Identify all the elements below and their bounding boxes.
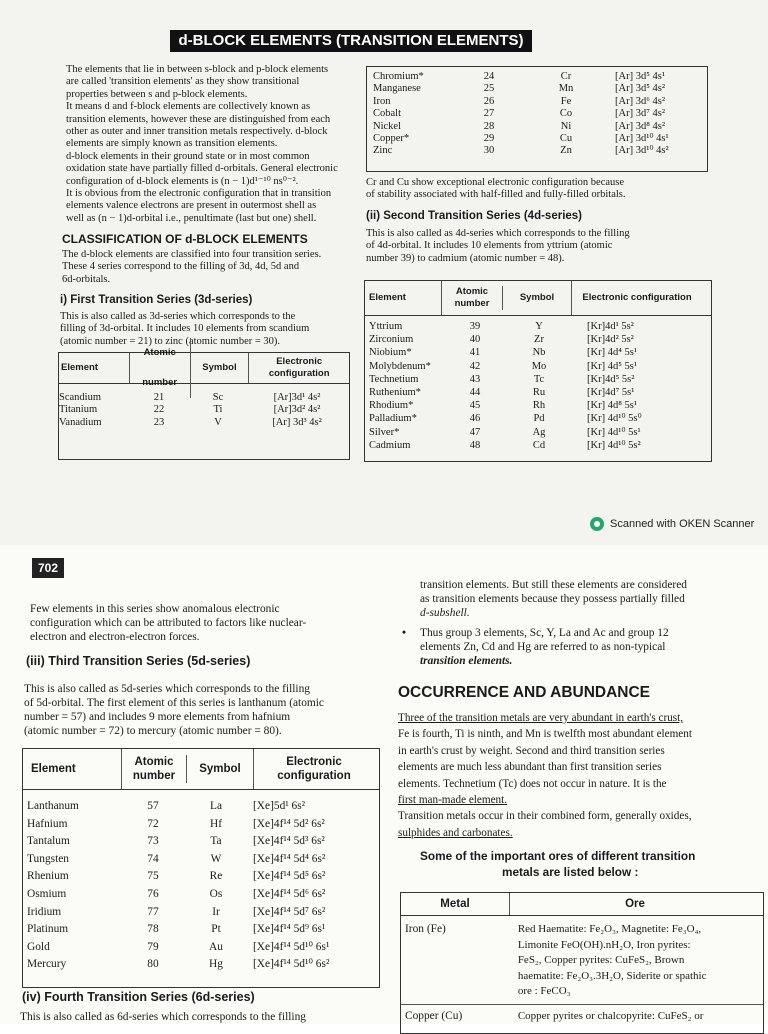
occurrence-heading: OCCURRENCE AND ABUNDANCE — [398, 684, 651, 701]
first-series-continued-table — [366, 66, 708, 172]
cell-config: [Xe]4f¹⁴ 5d¹⁰ 6s¹ — [253, 940, 330, 953]
header-cell: Metal — [401, 893, 510, 915]
cell-symbol: Rh — [532, 400, 546, 412]
text-line: metals are listed below : — [502, 865, 639, 879]
text-line: are called 'transition elements' as they show transitional — [66, 76, 300, 88]
text-line: haematite: Fe₂O₃.3H₂O, Siderite or spathic — [517, 969, 707, 982]
cell-element: Mercury — [27, 958, 67, 971]
cell-number: 73 — [147, 835, 159, 848]
text-line: Transition metals occur in their combined form, generally oxides, — [398, 810, 692, 823]
first-series-text — [60, 311, 352, 348]
table-body — [59, 384, 349, 429]
table-body — [367, 67, 707, 158]
right-continuation — [420, 578, 750, 620]
cell-element: Rhenium — [27, 870, 69, 883]
anomalous-paragraph — [30, 602, 386, 644]
text-line: oxidation state have partially filled d-orbitals. General electronic — [66, 163, 338, 175]
text-line: of 4d-orbital. It includes 10 elements from yttrium (atomic — [366, 240, 613, 252]
cell-symbol: Tc — [533, 373, 545, 385]
cell-config: [Ar] 3d⁵ 4s¹ — [615, 71, 665, 82]
cell-symbol: Cd — [532, 439, 546, 451]
cell-number: 41 — [469, 347, 481, 359]
text-line: These 4 series correspond to the filling of 3d, 4d, 5d and — [62, 261, 300, 273]
cell-number: 39 — [469, 321, 481, 332]
table-row — [23, 833, 379, 851]
text-line: properties between s and p-block elements. — [66, 88, 248, 100]
cell-element: Platinum — [27, 923, 69, 936]
third-series-text — [24, 682, 390, 738]
text-line: configuration which can be attributed to factors like nuclear- — [30, 617, 307, 629]
cell-config: [Xe]4f¹⁴ 5d⁴ 6s² — [253, 852, 326, 865]
cell-number: 47 — [469, 426, 481, 438]
cell-number: 45 — [469, 400, 481, 412]
table-row — [367, 96, 707, 108]
table-row — [365, 320, 711, 333]
cell-symbol: Hf — [209, 817, 223, 830]
cell-config: [Xe]4f¹⁴ 5d⁷ 6s² — [253, 905, 326, 918]
cell-number: 25 — [483, 83, 495, 95]
cell-config: [Ar] 3d⁵ 4s² — [615, 83, 665, 95]
cell-element: Gold — [27, 940, 50, 953]
bullet-text — [420, 626, 669, 668]
cell-config: [Kr]4d¹ 5s² — [587, 321, 634, 332]
cell-element: Ruthenium* — [369, 387, 421, 399]
text-line: This is also called as 5d-series which corresponds to the filling — [24, 683, 310, 695]
text-line: 6d-orbitals. — [62, 273, 111, 285]
bullet-icon: • — [402, 627, 406, 639]
classification-heading: CLASSIFICATION OF d-BLOCK ELEMENTS — [62, 232, 308, 246]
cell-config: [Ar]3d¹ 4s² — [273, 392, 321, 403]
cell-metal: Copper (Cu) — [405, 1009, 463, 1022]
fourth-series-text: This is also called as 6d-series which corresponds to the filling — [20, 1011, 306, 1023]
text-line: (atomic number = 72) to mercury (atomic number = 80). — [24, 725, 282, 737]
text-line: Limonite FeO(OH).nH₂O, Iron pyrites: — [517, 938, 691, 951]
cell-config: [Kr] 4d¹⁰ 5s⁰ — [587, 413, 642, 425]
cell-number: 24 — [483, 71, 495, 82]
cell-element: Molybdenum* — [369, 360, 431, 372]
cell-symbol: Cr — [560, 71, 572, 82]
cell-config: [Kr]4d⁷ 5s¹ — [587, 387, 635, 399]
cell-number: 44 — [469, 387, 481, 399]
text-line: elements. Technetium (Tc) does not occur in nature. It is the — [398, 777, 667, 790]
header-cell: Atomic number — [130, 338, 191, 398]
text-line: elements valence electrons are present in outermost shell as — [66, 200, 317, 212]
cell-config: [Kr] 4d⁵ 5s¹ — [587, 360, 637, 372]
cell-number: 28 — [483, 120, 495, 132]
cell-element: Yttrium — [369, 321, 403, 332]
table-row — [365, 399, 711, 412]
cell-element: Palladium* — [369, 413, 417, 425]
text-line: The elements that lie in between s-block and p-block elements — [66, 64, 329, 75]
cell-number: 74 — [147, 852, 159, 865]
cell-element: Hafnium — [27, 817, 68, 830]
cell-element: Vanadium — [59, 416, 102, 428]
cell-number: 26 — [483, 95, 495, 107]
cell-number: 21 — [153, 392, 165, 403]
cell-symbol: Mn — [558, 83, 574, 95]
table-row — [365, 360, 711, 373]
table-row — [23, 816, 379, 834]
table-row — [365, 346, 711, 359]
header-cell: Symbol — [191, 353, 250, 383]
text-line: first man-made element. — [398, 794, 508, 807]
cell-config: [Kr] 4d¹⁰ 5s² — [587, 439, 641, 451]
table-row — [367, 71, 707, 83]
cell-element: Iridium — [27, 905, 62, 918]
cell-ore — [508, 1009, 763, 1023]
classification-text — [62, 249, 352, 286]
cell-config: [Kr] 4d¹⁰ 5s¹ — [587, 426, 641, 438]
first-series-table — [58, 347, 350, 460]
cell-config: [Xe]4f¹⁴ 5d⁹ 6s¹ — [253, 923, 326, 936]
table-header — [365, 281, 711, 316]
header-cell: Symbol — [503, 281, 572, 315]
cell-number: 80 — [147, 958, 159, 971]
cell-symbol: Ru — [532, 387, 546, 399]
cell-element: Tungsten — [27, 852, 69, 865]
cell-element: Manganese — [373, 83, 421, 95]
cell-symbol: W — [210, 852, 222, 865]
table-row — [367, 83, 707, 95]
table-header — [23, 749, 379, 790]
text-line: elements are much less abundant than first transition series — [398, 761, 662, 774]
cell-number: 79 — [147, 940, 159, 953]
header-cell: Element — [23, 749, 122, 789]
cell-config: [Ar] 3d⁶ 4s² — [615, 95, 665, 107]
cell-config: [Xe]4f¹⁴ 5d² 6s² — [253, 817, 325, 830]
text-line: elements Zn, Cd and Hg are referred to as non-typical — [420, 641, 666, 653]
cell-number: 43 — [469, 373, 481, 385]
table-row — [367, 145, 707, 157]
table-row — [367, 121, 707, 133]
header-cell: Element — [365, 281, 442, 315]
text-line: of stability associated with half-filled and fully-filled orbitals. — [366, 189, 626, 201]
text-line: Copper pyrites or chalcopyrite: CuFeS₂ or — [517, 1009, 704, 1022]
cell-element: Osmium — [27, 887, 67, 900]
header-cell: Electronic configuration — [582, 292, 692, 303]
fourth-series-heading: (iv) Fourth Transition Series (6d-series) — [22, 990, 255, 1004]
cell-config: [Xe]4f¹⁴ 5d⁶ 6s² — [253, 887, 326, 900]
cell-config: [Kr]4d⁵ 5s² — [587, 373, 635, 385]
occurrence-text — [398, 710, 760, 841]
header-cell: Electronic configuration — [268, 356, 330, 379]
text-line: This is also called as 3d-series which corresponds to the — [60, 311, 296, 322]
table-body — [23, 790, 379, 974]
text-line: transition elements. But still these elements are considered — [420, 579, 687, 591]
header-cell: Ore — [625, 898, 645, 910]
cell-element: Titanium — [59, 404, 98, 416]
text-line: configuration of d-block elements is (n − 1)d¹⁻¹⁰ ns⁰⁻². — [66, 175, 299, 187]
cell-number: 40 — [469, 334, 481, 346]
table-row — [365, 373, 711, 386]
table-row — [367, 133, 707, 145]
cell-config: [Xe]4f¹⁴ 5d¹⁰ 6s² — [253, 958, 330, 971]
text-line: number = 57) and includes 9 more elements from hafnium — [24, 711, 291, 723]
header-cell: Electronic configuration — [277, 756, 351, 782]
table-row — [23, 956, 379, 974]
cell-element: Cobalt — [373, 108, 401, 120]
text-line: Three of the transition metals are very abundant in earth's crust, — [398, 712, 684, 724]
cell-symbol: Re — [209, 870, 223, 883]
page-number: 702 — [32, 558, 64, 578]
text-line: Fe is fourth, Ti is ninth, and Mn is twelfth most abundant element — [398, 728, 692, 741]
cell-symbol: Ni — [560, 120, 572, 132]
cell-config: [Ar] 3d¹⁰ 4s² — [615, 145, 669, 157]
cell-symbol: Y — [535, 321, 543, 332]
cell-symbol: Pt — [211, 923, 221, 936]
text-line: Some of the important ores of different transition — [420, 849, 696, 863]
table-row — [59, 417, 349, 429]
page-title: d-BLOCK ELEMENTS (TRANSITION ELEMENTS) — [170, 30, 532, 52]
cell-number: 23 — [153, 416, 165, 428]
cell-number: 78 — [147, 923, 159, 936]
header-cell: Element — [59, 353, 130, 383]
cell-config: [Ar] 3d⁷ 4s² — [615, 108, 665, 120]
cell-symbol: Cu — [559, 133, 573, 145]
third-series-heading: (iii) Third Transition Series (5d-series) — [26, 654, 251, 668]
text-line: well as (n − 1)d-orbital i.e., penultimate (last but one) shell. — [66, 212, 317, 224]
cell-symbol: Hg — [209, 958, 223, 971]
cell-symbol: Os — [209, 887, 223, 900]
table-row — [365, 412, 711, 425]
table-row — [365, 333, 711, 346]
cell-number: 42 — [469, 360, 481, 372]
text-line: FeS₂, Copper pyrites: CuFeS₂, Brown — [517, 954, 685, 967]
text-line: Cr and Cu show exceptional electronic configuration because — [366, 177, 625, 188]
text-line: It means d and f-block elements are collectively known as — [66, 101, 311, 113]
cell-symbol: Zr — [534, 334, 544, 346]
text-line: (atomic number = 21) to zinc (atomic number = 30). — [60, 335, 281, 347]
text-line: transition elements. — [420, 655, 513, 667]
table-row — [365, 439, 711, 452]
cell-element: Iron — [373, 95, 391, 107]
cell-config: [Kr] 4d⁴ 5s¹ — [587, 347, 637, 359]
cell-symbol: Ag — [532, 426, 546, 438]
cell-number: 22 — [153, 404, 165, 416]
cell-symbol: Pd — [533, 413, 545, 425]
cell-config: [Ar] 3d⁸ 4s² — [615, 120, 665, 132]
table-row — [23, 939, 379, 957]
header-cell: Symbol — [187, 749, 254, 789]
cell-ore — [508, 922, 763, 1000]
text-line: in earth's crust by weight. Second and third transition series — [398, 744, 665, 757]
text-line: Few elements in this series show anomalous electronic — [30, 603, 280, 615]
cell-element: Tantalum — [27, 835, 70, 848]
text-line: It is obvious from the electronic configuration that in transition — [66, 188, 332, 200]
table-row — [59, 392, 349, 404]
cell-config: [Kr] 4d⁸ 5s¹ — [587, 400, 637, 412]
table-row — [401, 1005, 763, 1023]
text-line: electron and electron-electron forces. — [30, 631, 200, 643]
text-line: This is also called as 4d-series which corresponds to the filling — [366, 228, 630, 239]
table-row — [401, 916, 763, 1005]
cr-cu-note — [366, 177, 716, 202]
ores-table — [400, 892, 764, 1034]
cell-symbol: Ti — [213, 404, 223, 416]
cell-element: Nickel — [373, 120, 401, 132]
table-row — [367, 108, 707, 120]
cell-number: 29 — [483, 133, 495, 145]
bullet-list — [402, 626, 752, 668]
cell-config: [Ar]3d² 4s² — [273, 404, 321, 416]
table-row — [23, 851, 379, 869]
cell-number: 27 — [483, 108, 495, 120]
scanner-logo-icon — [590, 517, 604, 531]
cell-element: Silver* — [369, 426, 400, 438]
cell-symbol: La — [209, 800, 222, 812]
table-header — [401, 893, 763, 916]
text-line: Red Haematite: Fe₂O₃, Magnetite: Fe₃O₄, — [517, 923, 702, 935]
table-row — [23, 886, 379, 904]
cell-metal: Iron (Fe) — [405, 923, 446, 935]
cell-element: Lanthanum — [27, 800, 79, 812]
cell-element: Zinc — [373, 145, 393, 157]
table-row — [23, 798, 379, 816]
table-row — [23, 921, 379, 939]
cell-element: Technetium — [369, 373, 419, 385]
text-line: d-subshell. — [420, 607, 470, 619]
table-row — [365, 386, 711, 399]
cell-symbol: Sc — [212, 392, 224, 403]
cell-symbol: Au — [209, 940, 223, 953]
cell-element: Rhodium* — [369, 400, 414, 412]
text-line: elements are simply known as transition elements. — [66, 138, 278, 150]
text-line: d-block elements in their ground state or in most common — [66, 150, 310, 162]
scanner-label: Scanned with OKEN Scanner — [610, 518, 755, 530]
header-cell: Atomic number — [442, 286, 503, 310]
text-line: Thus group 3 elements, Sc, Y, La and Ac and group 12 — [420, 627, 669, 639]
cell-config: [Xe]5d¹ 6s² — [253, 800, 306, 812]
scanner-watermark — [590, 517, 754, 531]
table-header — [59, 347, 349, 388]
second-series-heading: (ii) Second Transition Series (4d-series) — [366, 210, 583, 222]
cell-number: 30 — [483, 145, 495, 157]
cell-symbol: Co — [559, 108, 573, 120]
cell-element: Chromium* — [373, 71, 424, 82]
text-line: number 39) to cadmium (atomic number = 48). — [366, 252, 565, 264]
cell-symbol: Zn — [560, 145, 572, 157]
cell-number: 48 — [469, 439, 481, 451]
cell-symbol: Ir — [212, 905, 220, 918]
text-line: of 5d-orbital. The first element of this series is lanthanum (atomic — [24, 697, 324, 709]
ores-intro — [420, 848, 750, 880]
cell-number: 75 — [147, 870, 159, 883]
second-series-table — [364, 280, 712, 462]
cell-element: Scandium — [59, 392, 101, 403]
table-row — [59, 404, 349, 416]
cell-number: 76 — [147, 887, 159, 900]
text-line: transition elements, however these are distinguished from each — [66, 113, 331, 125]
text-line: other as outer and inner transition metals respectively. d-block — [66, 126, 328, 138]
cell-symbol: V — [214, 416, 222, 428]
cell-config: [Ar] 3d¹⁰ 4s¹ — [615, 133, 669, 145]
cell-element: Niobium* — [369, 347, 412, 359]
text-line: filling of 3d-orbital. It includes 10 elements from scandium — [60, 323, 310, 335]
cell-element: Copper* — [373, 133, 410, 145]
header-cell: Atomic number — [122, 755, 187, 783]
first-series-heading: i) First Transition Series (3d-series) — [60, 294, 253, 306]
cell-element: Cadmium — [369, 439, 411, 451]
cell-element: Zirconium — [369, 334, 414, 346]
table-body — [365, 316, 711, 452]
text-line: The d-block elements are classified into four transition series. — [62, 249, 322, 260]
table-row — [23, 904, 379, 922]
text-line: sulphides and carbonates. — [398, 826, 513, 839]
cell-symbol: Mo — [531, 360, 547, 372]
text-line: as transition elements because they possess partially filled — [420, 593, 685, 605]
cell-number: 57 — [147, 800, 159, 812]
cell-symbol: Ta — [210, 835, 222, 848]
cell-number: 46 — [469, 413, 481, 425]
third-series-table — [22, 748, 380, 988]
cell-number: 72 — [147, 817, 159, 830]
table-row — [365, 426, 711, 439]
cell-config: [Xe]4f¹⁴ 5d⁵ 6s² — [253, 870, 326, 883]
intro-paragraph — [66, 64, 348, 225]
table-row — [23, 868, 379, 886]
cell-symbol: Fe — [560, 95, 572, 107]
second-series-text — [366, 228, 718, 265]
cell-symbol: Nb — [532, 347, 546, 359]
cell-config: [Ar] 3d³ 4s² — [272, 416, 322, 428]
cell-number: 77 — [147, 905, 159, 918]
cell-config: [Kr]4d² 5s² — [587, 334, 634, 346]
cell-config: [Xe]4f¹⁴ 5d³ 6s² — [253, 835, 325, 848]
text-line: ore : FeCO₃ — [517, 985, 571, 998]
